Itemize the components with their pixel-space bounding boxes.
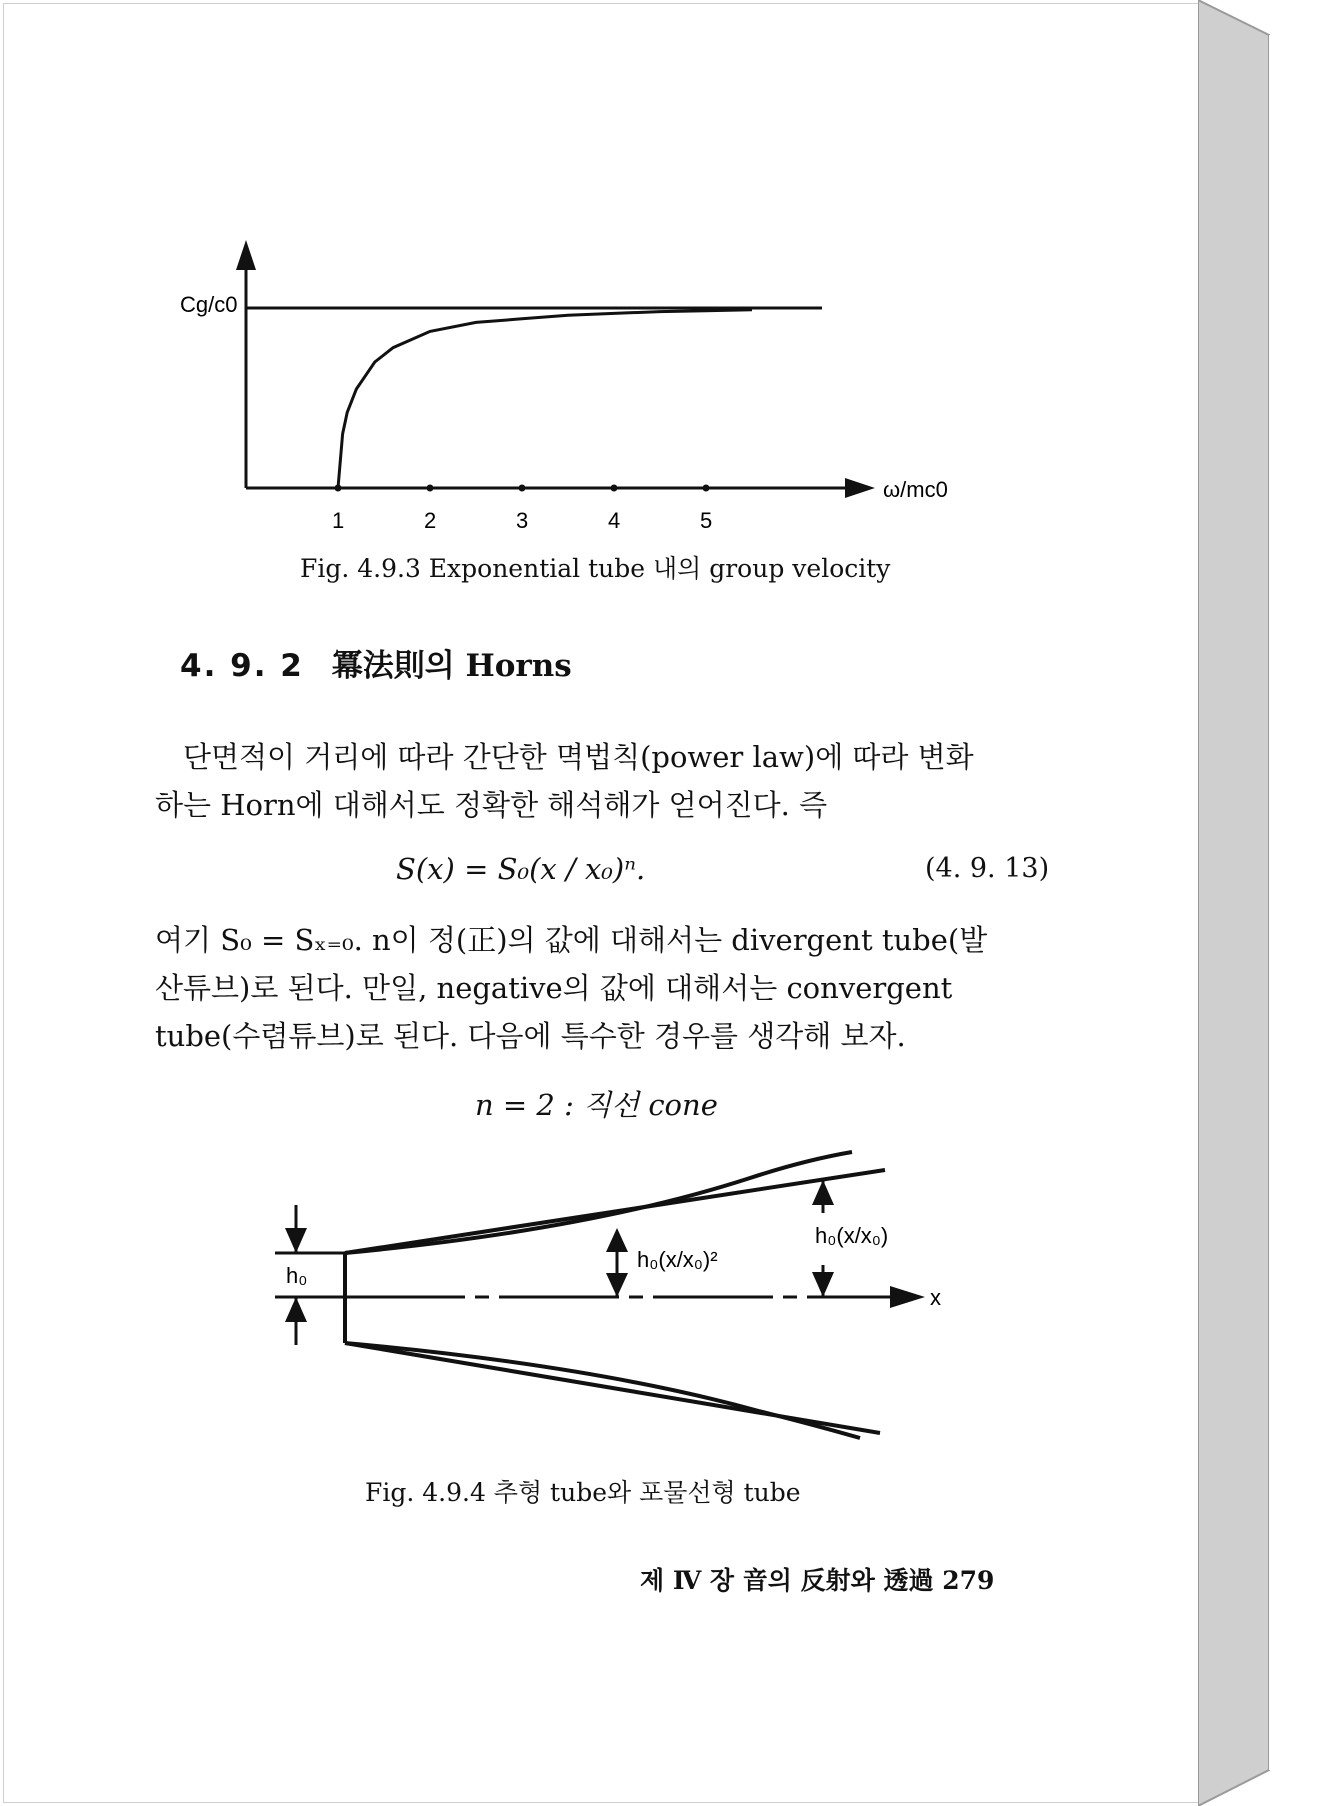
y-axis-arrow-icon (236, 240, 256, 270)
cone-label: h₀(x/x₀) (815, 1223, 889, 1248)
paragraph2 (155, 916, 987, 1060)
section-title: 冪法則의 Horns (331, 648, 572, 684)
paragraph2-line2: 산튜브)로 된다. 만일, negative의 값에 대해서는 convergent (155, 971, 953, 1005)
paragraph2-line1: 여기 S₀ = Sₓ₌₀. n이 정(正)의 값에 대해서는 divergent tube(발 (155, 923, 988, 957)
equation-4-9-13: S(x) = S₀(x / x₀)ⁿ. (396, 852, 646, 886)
figure1-caption: Fig. 4.9.3 Exponential tube 내의 group velocity (300, 554, 891, 583)
arrow-up-icon (285, 1297, 307, 1322)
y-axis-label: Cg/c0 (180, 292, 238, 317)
paragraph1-b (155, 781, 827, 829)
parabola-label: h₀(x/x₀)² (637, 1247, 718, 1272)
x-axis-arrow-icon (845, 478, 875, 498)
page-edge (1198, 0, 1339, 1806)
group-velocity-chart (150, 230, 980, 530)
equation-number: (4. 9. 13) (925, 853, 1050, 884)
x-tick-mark (519, 485, 526, 492)
figure2-caption: Fig. 4.9.4 추형 tube와 포물선형 tube (365, 1478, 801, 1507)
page-footer: 제 Ⅳ 장 音의 反射와 透過 279 (640, 1566, 995, 1595)
x-tick-mark (611, 485, 618, 492)
x-tick-mark (703, 485, 710, 492)
x-tick-label: 3 (516, 508, 529, 530)
paragraph2-line3: tube(수렴튜브)로 된다. 다음에 특수한 경우를 생각해 보자. (155, 1019, 906, 1053)
paragraph1 (183, 733, 974, 781)
x-tick-label: 4 (608, 508, 621, 530)
parabola-upper-curve (345, 1152, 852, 1253)
arrow-down-icon (606, 1273, 628, 1297)
paragraph1-line1: 단면적이 거리에 따라 간단한 멱법칙(power law)에 따라 변화 (183, 740, 974, 774)
paragraph1-line2: 하는 Horn에 대해서도 정확한 해석해가 얻어진다. 즉 (155, 788, 828, 822)
x-tick-label: 2 (424, 508, 437, 530)
section-heading (180, 640, 572, 685)
section-number: 4. 9. 2 (180, 648, 304, 684)
x-tick-mark (335, 485, 342, 492)
x-axis-arrow-icon (890, 1286, 925, 1308)
arrow-up-icon (812, 1180, 834, 1205)
x-tick-label: 5 (700, 508, 713, 530)
arrow-down-icon (285, 1228, 307, 1253)
equation-n2: n = 2 : 직선 cone (475, 1088, 718, 1122)
x-tick-label: 1 (332, 508, 345, 530)
x-tick-mark (427, 485, 434, 492)
x-axis-label: x (930, 1285, 941, 1310)
x-axis-label: ω/mc0 (883, 477, 948, 502)
arrow-down-icon (812, 1272, 834, 1297)
h0-label: h₀ (286, 1263, 308, 1288)
series-line-group-velocity (338, 310, 752, 488)
arrow-up-icon (606, 1228, 628, 1252)
tube-diagram (260, 1140, 980, 1460)
